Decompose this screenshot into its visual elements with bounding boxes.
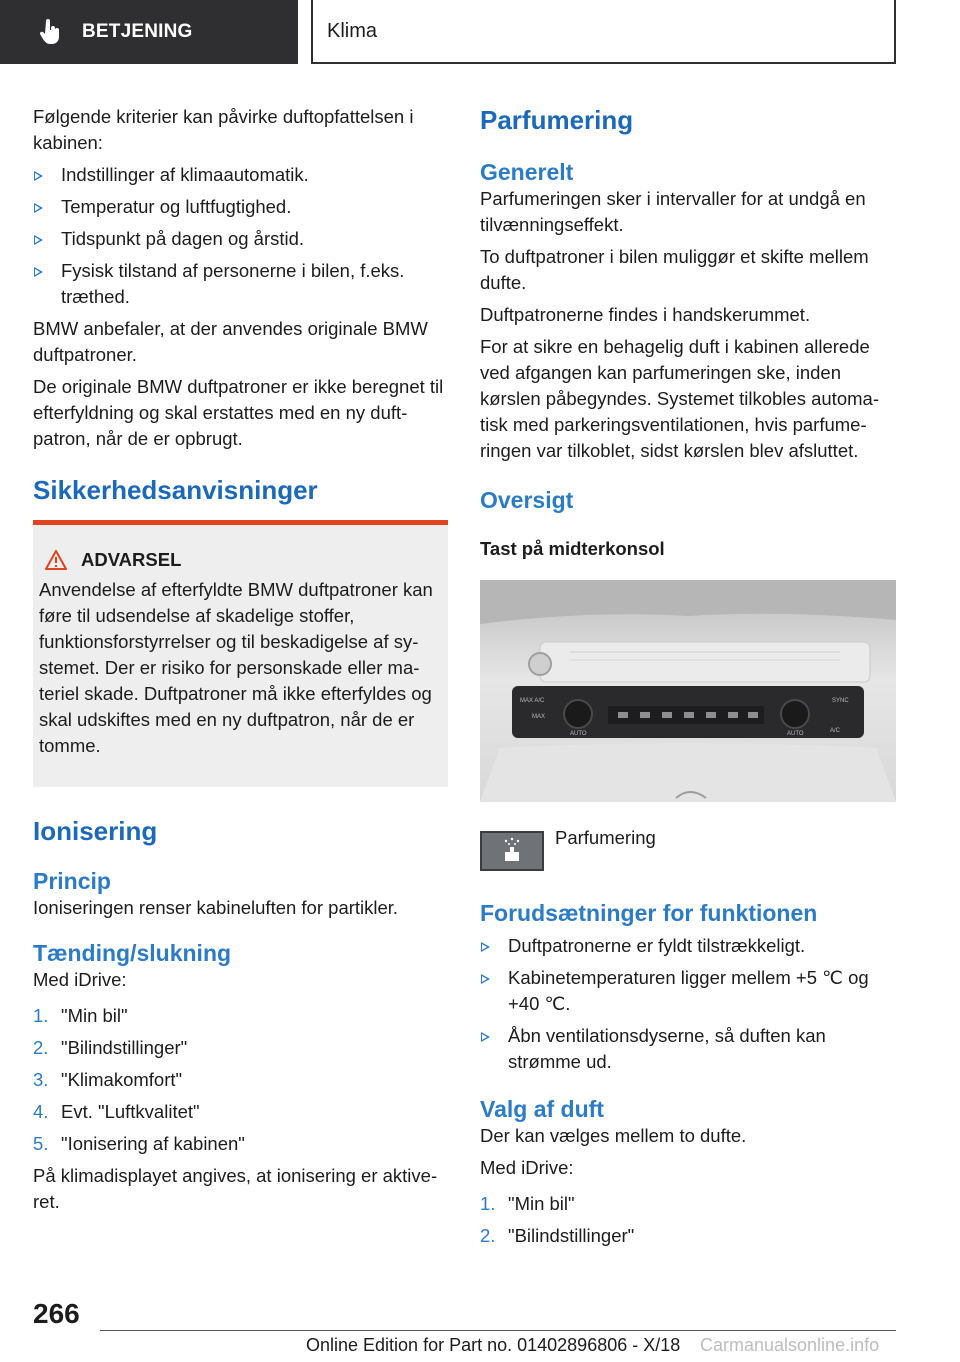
criteria-list: [33, 162, 448, 310]
parfume-button-icon: [480, 831, 544, 871]
overview-heading: Oversigt: [480, 487, 574, 513]
warning-triangle-icon: [45, 550, 67, 570]
idrive-label: Med iDrive:: [480, 1157, 574, 1178]
triangle-bullet-icon: [34, 171, 43, 181]
list-item: 1. "Min bil": [480, 1193, 575, 1214]
prereq-heading: Forudsætninger for funktionen: [480, 900, 818, 926]
ionisering-heading: Ionisering: [33, 816, 158, 846]
button-legend: [480, 825, 896, 871]
edition-text: Online Edition for Part no. 01402896806 - X/18: [306, 1335, 681, 1355]
list-item: Fysisk tilstand af personerne i bilen, f.eks. træthed.: [33, 258, 448, 310]
photo-label: AUTO: [570, 731, 587, 737]
list-item: Tidspunkt på dagen og årstid.: [33, 226, 448, 252]
button-label: Parfumering: [555, 827, 656, 848]
list-item: 3. "Klimakomfort": [33, 1069, 183, 1090]
list-item: 2. "Bilindstillinger": [33, 1037, 188, 1058]
triangle-bullet-icon: [34, 203, 43, 213]
idrive-label: Med iDrive:: [33, 969, 127, 990]
photo-label: SYNC: [832, 698, 849, 704]
list-item: Temperatur og luftfugtighed.: [33, 194, 448, 220]
photo-label: A/C: [830, 728, 841, 734]
left-column: [33, 104, 448, 1221]
steps-list: [480, 1191, 896, 1249]
triangle-bullet-icon: [34, 267, 43, 277]
paragraph: De originale BMW duftpatroner er ikke beregnet til efterfyldning og skal erstattes med en ny duftpatron, når de er opbrugt.: [33, 376, 444, 449]
section-title: BETJENING: [82, 21, 193, 42]
photo-label: MAX A/C: [520, 698, 545, 704]
list-item: 4. Evt. "Luftkvalitet": [33, 1101, 200, 1122]
photo-label: MAX: [532, 714, 546, 720]
list-item: Åbn ventilationsdyserne, så duften kan strømme ud.: [480, 1023, 896, 1075]
list-item: Duftpatronerne er fyldt tilstrækkeligt.: [480, 933, 896, 959]
triangle-bullet-icon: [34, 235, 43, 245]
hand-pointer-icon: [40, 19, 62, 45]
chapter-tab: [311, 0, 896, 64]
steps-list: [33, 1003, 448, 1157]
page-number: 266: [33, 1298, 80, 1329]
triangle-bullet-icon: [481, 942, 490, 952]
right-column: [480, 104, 896, 1255]
paragraph: BMW anbefaler, at der anvendes originale BMW duftpatroner.: [33, 318, 428, 365]
general-heading: Generelt: [480, 159, 574, 185]
toggle-heading: Tænding/slukning: [33, 940, 232, 966]
console-label: Tast på midterkonsol: [480, 538, 665, 559]
footer-divider: [100, 1330, 896, 1331]
paragraph: To duftpatroner i bilen muliggør et skifte mellem dufte.: [480, 246, 869, 293]
safety-heading: Sikkerhedsanvisninger: [33, 475, 318, 505]
paragraph: Parfumeringen sker i intervaller for at undgå en tilvænningseffekt.: [480, 188, 866, 235]
triangle-bullet-icon: [481, 974, 490, 984]
list-item: 5. "Ionisering af kabinen": [33, 1133, 245, 1154]
warning-box: [33, 520, 448, 787]
scent-heading: Valg af duft: [480, 1096, 604, 1122]
parfumering-heading: Parfumering: [480, 105, 634, 135]
list-item: Indstillinger af klimaautomatik.: [33, 162, 448, 188]
photo-label: AUTO: [787, 731, 804, 737]
warning-title: ADVARSEL: [39, 547, 438, 573]
triangle-bullet-icon: [481, 1032, 490, 1042]
princip-heading: Princip: [33, 868, 111, 894]
paragraph: For at sikre en behagelig duft i kabinen allerede ved afgangen kan parfumeringen ske, inden kørslen påbegyndes. Systemet tilkobles automatisk med parkeringsventilationen, hvis parfumeringen var tilkoblet, sidst kørslen blev afsluttet.: [480, 336, 879, 461]
list-item: Kabinetemperaturen ligger mellem +5 ℃ og +40 ℃.: [480, 965, 896, 1017]
center-console-photo: [480, 580, 896, 802]
paragraph: Duftpatronerne findes i handskerummet.: [480, 304, 811, 325]
intro-text: Følgende kriterier kan påvirke duftopfattelsen i kabinen:: [33, 106, 414, 153]
outro-text: På klimadisplayet angives, at ionisering er aktiveret.: [33, 1165, 438, 1212]
list-item: 2. "Bilindstillinger": [480, 1225, 635, 1246]
princip-text: Ioniseringen renser kabineluften for partikler.: [33, 897, 399, 918]
scent-text: Der kan vælges mellem to dufte.: [480, 1125, 747, 1146]
section-tab: [0, 0, 298, 64]
chapter-title: Klima: [327, 19, 378, 42]
watermark: Carmanualsonline.info: [700, 1335, 880, 1355]
prereq-list: [480, 933, 896, 1075]
warning-text: Anvendelse af efterfyldte BMW duftpatroner kan føre til udsendelse af skadelige stoffer, funktionsforstyrrelser og til beskadigelse af systemet. Der er risiko for personskade eller materiel skade. Duftpatroner må ikke efterfyldes og skal udskiftes med en ny duftpatron, når de er tomme.: [39, 579, 433, 756]
list-item: 1. "Min bil": [33, 1005, 128, 1026]
